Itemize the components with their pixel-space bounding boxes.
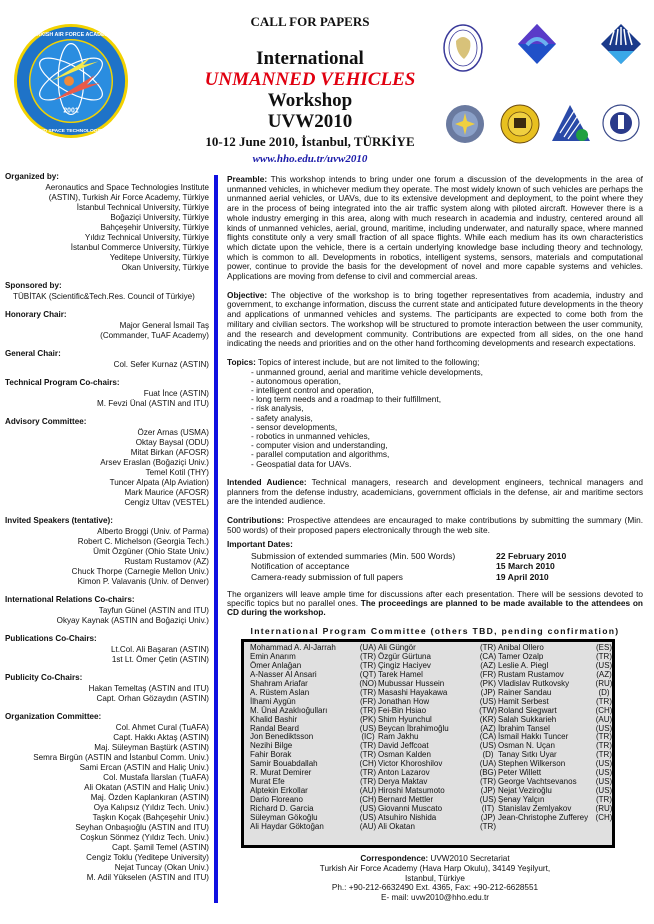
ipc-table	[241, 639, 615, 848]
committee-member: M. Adil Yükselen (ASTIN and ITU)	[86, 873, 209, 882]
member-name: Tamer Ozalp	[498, 652, 544, 662]
member-country: (CH)	[359, 794, 377, 804]
objective-section	[227, 291, 643, 349]
member-country: (US)	[359, 803, 377, 813]
member-name: Giovanni Muscato	[378, 803, 443, 813]
committee-member: Capt. Şamil Temel (ASTIN)	[112, 843, 209, 852]
committee-member: Cengiz Ultav (VESTEL)	[124, 498, 209, 507]
member-country: (FR)	[360, 696, 376, 706]
member-country: (TR)	[360, 687, 376, 697]
committee-member: Özer Arnas (USMA)	[137, 428, 209, 437]
member-country: (UA)	[359, 643, 377, 653]
committee-member: Chuck Thorpe (Carnegie Mellon Univ.)	[71, 567, 209, 576]
itu-seal-icon	[442, 23, 484, 73]
topic-item: - intelligent control and operation,	[251, 385, 374, 396]
section-heading: Technical Program Co-chairs:	[5, 378, 120, 387]
member-name: Randal Beard	[250, 723, 299, 733]
call-for-papers: CALL FOR PAPERS	[250, 14, 370, 29]
partner-logos	[420, 15, 654, 155]
committee-member: Yıldız Technical University, Türkiye	[84, 233, 209, 242]
committee-member: Robert C. Michelson (Georgia Tech.)	[77, 537, 209, 546]
preamble-label: Preamble:	[227, 174, 268, 184]
member-country: (US)	[359, 812, 377, 822]
title-unmanned-vehicles: UNMANNED VEHICLES	[204, 69, 416, 90]
correspondence-city: Istanbul, Türkiye	[405, 873, 465, 883]
committee-member: Major General İsmail Taş	[119, 321, 209, 330]
committee-member: Boğaziçi University, Türkiye	[110, 213, 209, 222]
topics-intro: Topics of interest include, but are not limited to the following;	[255, 356, 480, 367]
committee-member: Mitat Birkan (AFOSR)	[130, 448, 209, 457]
member-name: Murat Efe	[250, 777, 285, 787]
organizers-note-text: The organizers will leave ample time for discussions after each presentation. There will be sessions devoted to specific topics but no parallel ones.	[227, 588, 643, 608]
topics-label: Topics:	[227, 356, 256, 367]
title-workshop: Workshop	[267, 90, 353, 111]
member-country: (BG)	[479, 768, 497, 778]
committee-member: 1st Lt. Ömer Çetin (ASTIN)	[111, 655, 209, 664]
astin-emblem-icon	[12, 22, 130, 140]
member-name: Ali Güngör	[378, 643, 416, 653]
member-country: (TR)	[360, 652, 376, 662]
member-country: (TR)	[596, 741, 612, 751]
member-country: (NO)	[359, 679, 377, 689]
committee-member: (ASTIN), Turkish Air Force Academy, Türkiye	[48, 193, 209, 202]
member-name: Dario Floreano	[250, 794, 303, 804]
date-location: 10-12 June 2010, İstanbul, TÜRKİYE	[205, 134, 415, 149]
committee-member: Cengiz Toklu (Yeditepe University)	[86, 853, 209, 862]
committee-member: Arsev Eraslan (Boğaziçi Univ.)	[100, 458, 209, 467]
member-country: (US)	[479, 794, 497, 804]
committee-member: Nejat Tuncay (Okan Univ.)	[114, 863, 209, 872]
member-name: A. Rüstem Aslan	[250, 687, 310, 697]
committee-section	[5, 378, 209, 409]
committee-member: Oya Kalıpsız (Yıldız Tech. Univ.)	[93, 803, 209, 812]
section-heading: Organized by:	[5, 172, 59, 181]
committee-member: Rustam Rustamov (AZ)	[124, 557, 209, 566]
important-dates-label: Important Dates:	[227, 539, 293, 550]
committee-member: Taşkın Koçak (Bahçeşehir Univ.)	[92, 813, 209, 822]
committee-section	[5, 595, 209, 626]
contributions-text: Prospective attendees are encauraged to make contributions by submitting the summary (Min. 500 words) of their proposed papers electronically through the web site.	[227, 515, 643, 535]
member-name: Alptekin Erkollar	[250, 785, 308, 795]
preamble-text: This workshop intends to bring under one forum a discussion of the developments in the area of unmanned vehicles, in whichever medium they operate. The most widely known of such vehicles are perhaps the unmanned aerial vehicles, or UAVs, due to its extensive development and deployment, to the point where they are in the process of being integrated into the air traffic system along with piloted aircraft. However there is a whole industry emerging in this area, along with much research in academia and industry, centered around all kinds of unmanned vehicles, aerial, ground, maritime, including underwater, and naturally space, where manned flights constitute only a very small fraction of all space flights. While each medium has its own characteristics which dictate upon the vehicle, there is a certain underlying knowledge base including theory and technology, which is common to all. Developments in robotics, intelligent systems, sensors, materials and computational power, continue to provide the basis for the development of novel and more capable systems and vehicles. Applications are moving from defense to civil and commercial areas.	[227, 174, 643, 282]
ipc-column	[378, 644, 498, 831]
member-name: Tanay Sıtkı Uyar	[498, 750, 557, 760]
member-country: (JP)	[480, 812, 496, 822]
member-country: (ES)	[596, 643, 612, 653]
committee-member: Tayfun Günel (ASTIN and ITU)	[98, 606, 209, 615]
date-value: 22 February 2010	[496, 551, 567, 562]
topics-list	[227, 368, 643, 469]
member-name: Masashi Hayakawa	[378, 687, 448, 697]
committee-member: Ali Okatan (ASTIN and Haliç Univ.)	[84, 783, 209, 792]
member-country: (TR)	[480, 821, 496, 831]
member-name: Nejat Veziroğlu	[498, 785, 552, 795]
website-link[interactable]: www.hho.edu.tr/uvw2010	[252, 153, 368, 165]
member-country: (TR)	[596, 750, 612, 760]
member-name: Atsuhiro Nishida	[378, 812, 437, 822]
member-country: (US)	[595, 777, 613, 787]
committee-section	[5, 634, 209, 665]
member-name: Khalid Bashir	[250, 714, 298, 724]
section-heading: Invited Speakers (tentative):	[5, 516, 113, 525]
member-country: (FR)	[480, 670, 496, 680]
member-country: (CA)	[479, 732, 497, 742]
member-country: (CH)	[595, 812, 613, 822]
committee-member: Maj. Özden Kaplankıran (ASTIN)	[90, 793, 209, 802]
committee-member: TÜBİTAK (Scientific&Tech.Res. Council of Türkiye)	[13, 292, 195, 301]
bahcesehir-logo-icon	[600, 23, 642, 65]
committee-section	[5, 516, 209, 587]
topic-item: - sensor developments,	[251, 421, 338, 432]
member-name: Emin Anarım	[250, 652, 296, 662]
member-name: Jon Benediktsson	[250, 732, 314, 742]
member-name: Beycan İbrahimoğlu	[378, 723, 449, 733]
committee-member: Col. Ahmet Cural (TuAFA)	[115, 723, 209, 732]
proceedings-note: The proceedings are planned to be made available to the attendees on CD during the workshop.	[227, 597, 643, 617]
title-international: International	[256, 48, 364, 69]
member-country: (JP)	[480, 687, 496, 697]
correspondence-address: Turkish Air Force Academy (Hava Harp Okulu), 34149 Yeşilyurt,	[319, 864, 551, 874]
topic-item: - risk analysis,	[251, 403, 304, 414]
member-country: (TR)	[360, 750, 376, 760]
committee-member: Fuat İnce (ASTIN)	[143, 389, 209, 398]
committee-member: Okan University, Türkiye	[121, 263, 209, 272]
date-row	[251, 561, 643, 571]
member-country: (CH)	[595, 705, 613, 715]
member-country: (TW)	[479, 705, 497, 715]
committee-member: Yeditepe University, Türkiye	[109, 253, 209, 262]
member-name: Bernard Mettler	[378, 794, 434, 804]
member-country: (US)	[595, 661, 613, 671]
column-divider	[214, 175, 218, 903]
committee-member: Ümit Özgüner (Ohio State Univ.)	[93, 547, 209, 556]
ipc-column	[250, 644, 378, 831]
member-name: Osman N. Uçan	[498, 741, 555, 751]
member-country: (JP)	[480, 785, 496, 795]
committee-section	[5, 172, 209, 273]
committee-member: Lt.Col. Ali Başaran (ASTIN)	[110, 645, 209, 654]
member-country: (TR)	[360, 777, 376, 787]
member-country: (AU)	[595, 714, 613, 724]
contributions-section	[227, 516, 643, 535]
date-value: 19 April 2010	[496, 571, 549, 582]
committee-member: Temel Kotil (THY)	[145, 468, 209, 477]
member-country: (CA)	[479, 652, 497, 662]
topic-item: - unmanned ground, aerial and maritime vehicle developments,	[251, 366, 483, 377]
correspondence	[227, 854, 643, 902]
section-heading: Publications Co-Chairs:	[5, 634, 97, 643]
member-country: (AZ)	[596, 670, 612, 680]
member-country: (TR)	[360, 768, 376, 778]
ipc-column	[498, 644, 614, 831]
istanbul-commerce-seal-icon	[500, 103, 540, 145]
member-country: (RU)	[595, 679, 613, 689]
member-country: (PK)	[360, 714, 376, 724]
svg-text:2001: 2001	[63, 107, 79, 115]
committee-member: Sami Ercan (ASTIN and Haliç Univ.)	[79, 763, 209, 772]
member-name: Richard D. Garcia	[250, 803, 314, 813]
member-name: İbrahim Tansel	[498, 723, 550, 733]
member-country: (D)	[598, 687, 610, 697]
member-country: (RU)	[595, 803, 613, 813]
member-name: Tarek Hamel	[378, 670, 423, 680]
member-country: (QT)	[359, 670, 377, 680]
section-heading: Honorary Chair:	[5, 310, 67, 319]
main-content	[227, 175, 643, 902]
member-name: Roland Siegwart	[498, 705, 557, 715]
committee-member: Hakan Temeltaş (ASTIN and ITU)	[88, 684, 209, 693]
committee-section	[5, 673, 209, 704]
committee-member: Maj. Süleyman Baştürk (ASTIN)	[94, 743, 209, 752]
ipc-title: International Program Committee (others TBD, pending confirmation)	[250, 625, 620, 636]
section-heading: Advisory Committee:	[5, 417, 87, 426]
objective-text: The objective of the workshop is to bring together representatives from academia, industry and government, to exchange information, discuss the current state and anticipated future developments in the theory and applications of unmanned vehicles and systems. The participants are expected to come both from the military and civilian sectors. The workshop will be structured to promote interaction between the user community, and the research and development community. Contributions are expected from all sides, on the one hand indicating the needs and priorities and on the other hand forthcoming developments and research expectations.	[227, 289, 643, 349]
member-country: (TR)	[480, 777, 496, 787]
ipc-member	[250, 823, 378, 832]
member-name: Anton Lazarov	[378, 768, 430, 778]
committee-member: Okyay Kaynak (ASTIN and Boğaziçi Univ.)	[56, 616, 209, 625]
member-name: İsmail Hakkı Tuncer	[498, 732, 569, 742]
member-country: (UA)	[479, 759, 497, 769]
committee-section	[5, 349, 209, 370]
preamble-section	[227, 175, 643, 282]
important-dates-section	[227, 540, 643, 581]
member-country: (PK)	[480, 679, 496, 689]
member-country: (US)	[359, 723, 377, 733]
member-name: Mubussar Hussein	[378, 679, 445, 689]
topic-item: - computer vision and understanding,	[251, 440, 388, 451]
member-name: Hiroshi Matsumoto	[378, 785, 445, 795]
member-name: Ali Okatan	[378, 821, 415, 831]
title-block	[170, 10, 450, 165]
member-name: Stephen Wilkerson	[498, 759, 566, 769]
member-name: Hamit Serbest	[498, 696, 549, 706]
committee-member: Bahçeşehir University, Türkiye	[100, 223, 209, 232]
topic-item: - autonomous operation,	[251, 375, 341, 386]
committee-member: Col. Sefer Kurnaz (ASTIN)	[113, 360, 209, 369]
member-name: Stanislav Zemlyakov	[498, 803, 572, 813]
date-label: Submission of extended summaries (Min. 500 Words)	[251, 551, 456, 562]
important-dates-list	[251, 551, 643, 582]
topics-section	[227, 358, 643, 469]
date-value: 15 March 2010	[496, 561, 555, 572]
topic-item: - safety analysis,	[251, 412, 313, 423]
member-name: Nezihi Bilge	[250, 741, 293, 751]
member-name: David Jeffcoat	[378, 741, 429, 751]
member-name: R. Murat Demirer	[250, 768, 312, 778]
committee-section	[5, 712, 209, 883]
member-name: İlhami Aygün	[250, 696, 296, 706]
committee-member: Coşkun Sönmez (Yıldız Tech. Univ.)	[80, 833, 209, 842]
topic-item: - long term needs and a roadmap to their fulfillment,	[251, 394, 442, 405]
member-name: Jean-Christophe Zufferey	[498, 812, 589, 822]
member-name: Ali Haydar Göktoğan	[250, 821, 324, 831]
committee-section	[5, 281, 209, 302]
member-name: Ram Jakhu	[378, 732, 419, 742]
section-heading: International Relations Co-chairs:	[5, 595, 135, 604]
audience-section	[227, 478, 643, 507]
member-country: (US)	[479, 741, 497, 751]
committee-member: Tuncer Alpata (Alp Aviation)	[109, 478, 209, 487]
member-country: (TR)	[480, 643, 496, 653]
svg-text:AND SPACE TECHNOLOGIES: AND SPACE TECHNOLOGIES	[36, 129, 106, 135]
member-name: A-Nasser Al Ansari	[250, 670, 317, 680]
member-name: Özgür Gürtuna	[378, 652, 431, 662]
section-heading: General Chair:	[5, 349, 61, 358]
member-name: Samir Bouabdallah	[250, 759, 318, 769]
member-name: Ömer Anlağan	[250, 661, 302, 671]
member-name: Anibal Ollero	[498, 643, 544, 653]
member-name: Süleyman Gökoğlu	[250, 812, 318, 822]
member-country: (TR)	[596, 696, 612, 706]
committee-member: Mark Maurice (AFOSR)	[124, 488, 209, 497]
member-country: (AZ)	[480, 723, 496, 733]
member-country: (TR)	[360, 705, 376, 715]
member-name: Mohammad A. Al-Jarrah	[250, 643, 336, 653]
yeditepe-logo-icon	[550, 103, 592, 143]
committee-member: (Commander, TuAF Academy)	[100, 331, 209, 340]
topic-item: - parallel computation and algorithms,	[251, 449, 390, 460]
topic-item: - Geospatial data for UAVs.	[251, 458, 352, 469]
member-country: (TR)	[360, 741, 376, 751]
committee-member: İstanbul Commerce University, Türkiye	[70, 243, 209, 252]
committees-column	[5, 172, 209, 891]
member-name: Rustam Rustamov	[498, 670, 564, 680]
committee-member: Alberto Broggi (Univ. of Parma)	[97, 527, 209, 536]
committee-section	[5, 310, 209, 341]
member-country: (TR)	[360, 661, 376, 671]
member-country: (TR)	[596, 652, 612, 662]
ipc-member	[498, 814, 614, 823]
member-country: (US)	[595, 785, 613, 795]
committee-member: M. Fevzi Ünal (ASTIN and ITU)	[97, 399, 209, 408]
member-name: Shahram Ariafar	[250, 679, 308, 689]
member-name: Victor Khoroshilov	[378, 759, 443, 769]
date-row	[251, 572, 643, 582]
member-country: (D)	[482, 750, 494, 760]
member-country: (US)	[479, 696, 497, 706]
section-heading: Sponsored by:	[5, 281, 62, 290]
member-country: (US)	[595, 768, 613, 778]
member-country: (IC)	[361, 732, 375, 742]
member-country: (TR)	[596, 732, 612, 742]
section-heading: Organization Committee:	[5, 712, 102, 721]
committee-member: Col. Mustafa İlarslan (TuAFA)	[103, 773, 209, 782]
member-name: Vladislav Rutkovsky	[498, 679, 570, 689]
contributions-label: Contributions:	[227, 515, 285, 525]
svg-text:TURKISH AIR FORCE ACADEMY: TURKISH AIR FORCE ACADEMY	[29, 31, 113, 38]
committee-member: Aeronautics and Space Technologies Institute	[45, 183, 209, 192]
member-name: Osman Kalden	[378, 750, 431, 760]
committee-member: Seyhan Onbaşıoğlu (ASTIN and ITU)	[75, 823, 209, 832]
member-name: Derya Maktav	[378, 777, 428, 787]
committee-member: Capt. Orhan Gözaydın (ASTIN)	[96, 694, 209, 703]
member-name: Şenay Yalçın	[498, 794, 545, 804]
committee-member: Oktay Baysal (ODU)	[135, 438, 209, 447]
member-name: Shim Hyunchul	[378, 714, 432, 724]
member-country: (KR)	[479, 714, 497, 724]
member-name: Çingiz Haciyev	[378, 661, 431, 671]
audience-text: Technical managers, research and development engineers, technical managers and planners from the defense industry, academicians, government officials in the defense, air and maritime sectors are the intended audience.	[227, 476, 643, 507]
title-uvw2010: UVW2010	[267, 111, 353, 132]
member-country: (US)	[595, 723, 613, 733]
member-name: Jonathan How	[378, 696, 430, 706]
organizers-note	[227, 590, 643, 617]
committee-member: İstanbul Technical University, Türkiye	[76, 203, 209, 212]
member-country: (AU)	[359, 821, 377, 831]
member-name: Leslie A. Piegl	[498, 661, 549, 671]
date-label: Camera-ready submission of full papers	[251, 571, 403, 582]
member-name: Peter Willett	[498, 768, 542, 778]
header	[0, 0, 654, 170]
member-country: (AU)	[359, 785, 377, 795]
correspondence-line1: UVW2010 Secretariat	[428, 854, 510, 864]
member-name: George Vachtsevanos	[498, 777, 577, 787]
member-name: Fei-Bin Hsiao	[378, 705, 427, 715]
committee-member: Capt. Hakkı Aktaş (ASTIN)	[113, 733, 209, 742]
correspondence-email[interactable]: E- mail: uvw2010@hho.edu.tr	[381, 892, 489, 902]
committee-member: Kimon P. Valavanis (Univ. of Denver)	[77, 577, 209, 586]
member-name: Fahir Borak	[250, 750, 292, 760]
member-country: (IT)	[481, 803, 495, 813]
audience-label: Intended Audience:	[227, 476, 307, 487]
ipc-member	[378, 823, 498, 832]
member-name: Rainer Sandau	[498, 687, 552, 697]
member-name: M. Ünal Azaklıoğulları	[250, 705, 328, 715]
objective-label: Objective:	[227, 289, 268, 300]
section-heading: Publicity Co-Chairs:	[5, 673, 83, 682]
member-country: (CH)	[359, 759, 377, 769]
correspondence-phone: Ph.: +90-212-6632490 Ext. 4365, Fax: +90-212-6628551	[331, 883, 539, 893]
okan-seal-icon	[602, 103, 640, 143]
member-country: (US)	[595, 759, 613, 769]
member-name: Salah Sukkarieh	[498, 714, 557, 724]
date-label: Notification of acceptance	[251, 561, 350, 572]
member-country: (TR)	[596, 794, 612, 804]
topic-item: - robotics in unmanned vehicles,	[251, 431, 370, 442]
yildiz-seal-icon	[445, 103, 485, 145]
member-country: (AZ)	[480, 661, 496, 671]
committee-section	[5, 417, 209, 508]
bogazici-logo-icon	[517, 23, 557, 65]
committee-member: Semra Birgün (ASTIN and İstanbul Comm. Univ.)	[33, 753, 209, 762]
correspondence-label: Correspondence:	[360, 854, 429, 864]
date-row	[251, 551, 643, 561]
